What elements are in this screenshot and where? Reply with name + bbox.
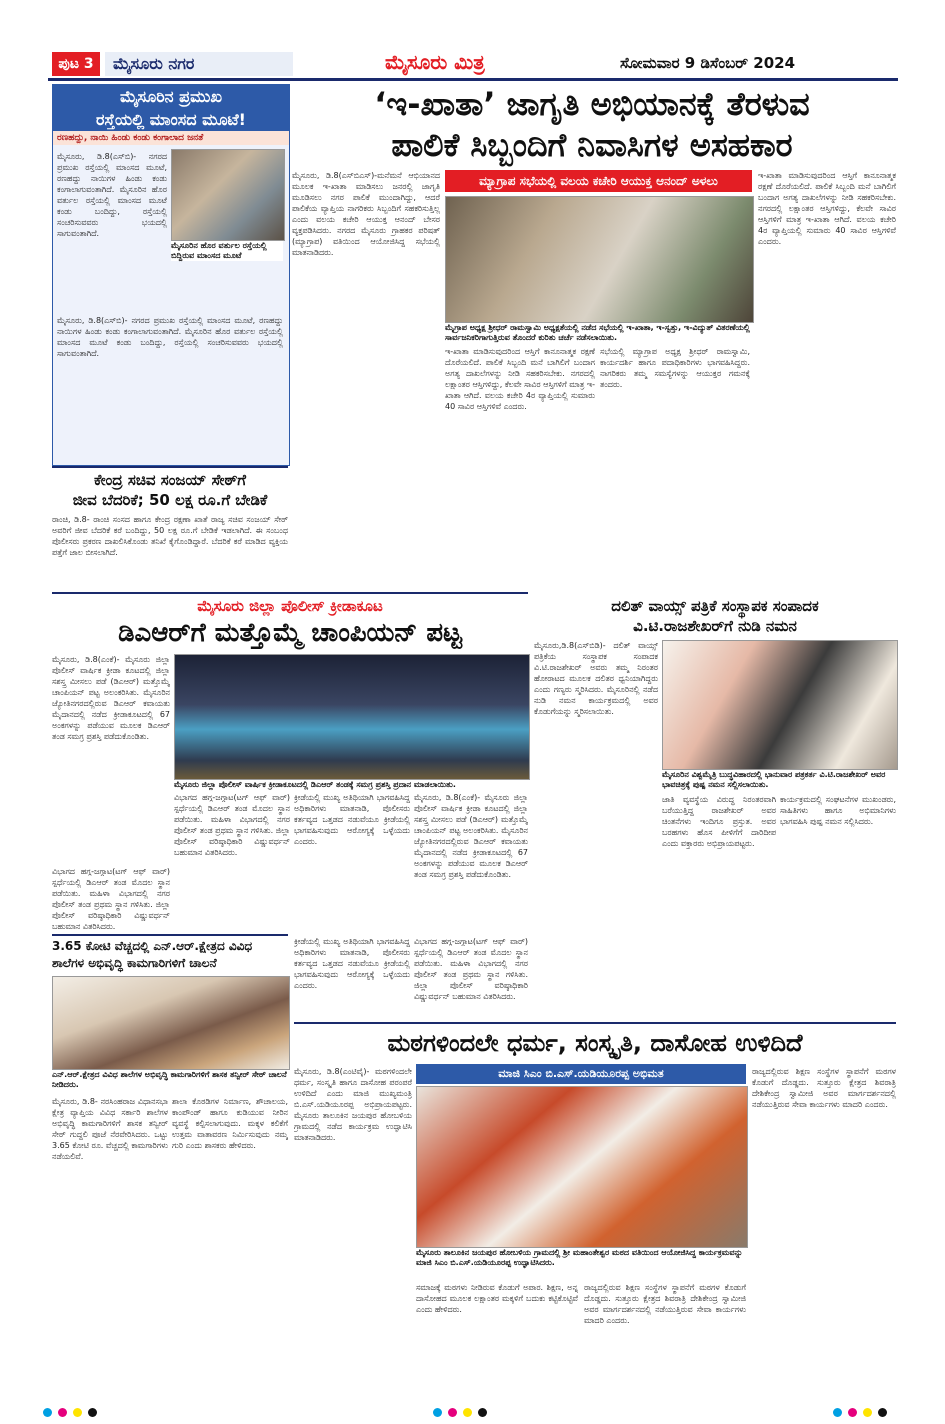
print-dot <box>863 1408 872 1417</box>
print-dot <box>58 1408 67 1417</box>
lead-col4: ಇ-ಖಾತಾ ಮಾಡಿಸುವುದರಿಂದ ಆಸ್ತಿಗೆ ಕಾನೂನಾತ್ಮಕ ರಕ್ಷಣೆ ದೊರೆಯಲಿದೆ. ಪಾಲಿಕೆ ಸಿಬ್ಬಂದಿ ಮನೆ ಬಾಗಿಲಿಗೆ ಬಂದಾಗ ಅಗತ್ಯ ದಾಖಲೆಗಳನ್ನು ನೀಡಿ ಸಹಕರಿಸಬೇಕು. ನಗರದಲ್ಲಿ ಲಕ್ಷಾಂತರ ಆಸ್ತಿಗಳಿದ್ದು, ಕೆಲವೇ ಸಾವಿರ ಆಸ್ತಿಗಳಿಗೆ ಮಾತ್ರ ಇ-ಖಾತಾ ಆಗಿದೆ. ವಲಯ ಕಚೇರಿ 4ರ ವ್ಯಾಪ್ತಿಯಲ್ಲಿ ಸುಮಾರು 40 ಸಾವಿರ ಆಸ್ತಿಗಳಿವೆ ಎಂದರು. <box>758 171 896 246</box>
print-dot <box>73 1408 82 1417</box>
section-name: ಮೈಸೂರು ನಗರ <box>105 52 293 76</box>
lead-subhead: ಮ್ಯಾಗ್ರಾಪ ಸಭೆಯಲ್ಲಿ ವಲಯ ಕಚೇರಿ ಆಯುಕ್ತ ಆನಂದ್ ಅಳಲು <box>445 170 752 192</box>
police-col5: ಕ್ರೀಡೆಯಲ್ಲಿ ಮುಖ್ಯ ಅತಿಥಿಯಾಗಿ ಭಾಗವಹಿಸಿದ್ದ ಅಧಿಕಾರಿಗಳು ಮಾತನಾಡಿ, ಪೊಲೀಸರು ಕರ್ತವ್ಯದ ಒತ್ತಡದ ನಡುವೆಯೂ ಕ್ರೀಡೆಯಲ್ಲಿ ಭಾಗವಹಿಸುವುದು ಆರೋಗ್ಯಕ್ಕೆ ಒಳ್ಳೆಯದು ಎಂದರು. <box>294 937 410 990</box>
matha-col2: ಸಮಾಜಕ್ಕೆ ಮಠಗಳು ನೀಡಿರುವ ಕೊಡುಗೆ ಅಪಾರ. ಶಿಕ್ಷಣ, ಅನ್ನ ದಾಸೋಹದ ಮೂಲಕ ಲಕ್ಷಾಂತರ ಮಕ್ಕಳಿಗೆ ಬದುಕು ಕಟ್ಟಿಕೊಟ್ಟಿವೆ ಎಂದು ಹೇಳಿದರು. <box>416 1283 578 1314</box>
print-dot <box>463 1408 472 1417</box>
dalit-title-line2: ವಿ.ಟಿ.ರಾಜಶೇಖರ್‌ಗೆ ನುಡಿ ನಮನ <box>633 617 797 635</box>
police-col4: ಮೈಸೂರು, ಡಿ.8(ಎಂಕೆ)- ಮೈಸೂರು ಜಿಲ್ಲಾ ಪೊಲೀಸ್ ವಾರ್ಷಿಕ ಕ್ರೀಡಾ ಕೂಟದಲ್ಲಿ ಜಿಲ್ಲಾ ಸಶಸ್ತ್ರ ಮೀಸಲು ಪಡೆ (ಡಿಎಆರ್) ಮತ್ತೊಮ್ಮೆ ಚಾಂಪಿಯನ್ ಪಟ್ಟ ಅಲಂಕರಿಸಿತು. ಮೈಸೂರಿನ ಜ್ಯೋತಿನಗರದಲ್ಲಿರುವ ಡಿಎಆರ್ ಕವಾಯತು ಮೈದಾನದಲ್ಲಿ ನಡೆದ ಕ್ರೀಡಾಕೂಟದಲ್ಲಿ 67 ಅಂಕಗಳನ್ನು ಪಡೆಯುವ ಮೂಲಕ ಡಿಎಆರ್ ತಂಡ ಸಮಗ್ರ ಪ್ರಶಸ್ತಿ ಪಡೆದುಕೊಂಡಿತು. <box>414 793 528 879</box>
print-dot <box>88 1408 97 1417</box>
dalit-col3: ಕಾರ್ಯಕ್ರಮದಲ್ಲಿ ಸಂಘಟನೆಗಳ ಮುಖಂಡರು, ಸಾಹಿತಿಗಳು ಹಾಗೂ ಅಭಿಮಾನಿಗಳು ಭಾಗವಹಿಸಿ ಪುಷ್ಪ ನಮನ ಸಲ್ಲಿಸಿದರು. <box>780 795 896 826</box>
print-dot <box>878 1408 887 1417</box>
dalit-col1: ಮೈಸೂರು,ಡಿ.8(ಎಸ್‌ಬಿಡಿ)- ದಲಿತ್ ವಾಯ್ಸ್ ಪತ್ರಿಕೆಯ ಸಂಸ್ಥಾಪಕ ಸಂಪಾದಕ ವಿ.ಟಿ.ರಾಜಶೇಖರ್ ಅವರು ತಮ್ಮ ನಿರಂತರ ಹೋರಾಟದ ಮೂಲಕ ದಲಿತರ ಧ್ವನಿಯಾಗಿದ್ದರು ಎಂದು ಗಣ್ಯರು ಸ್ಮರಿಸಿದರು. ಮೈಸೂರಿನಲ್ಲಿ ನಡೆದ ನುಡಿ ನಮನ ಕಾರ್ಯಕ್ರಮದಲ್ಲಿ ಅವರ ಕೊಡುಗೆಯನ್ನು ಸ್ಮರಿಸಲಾಯಿತು. <box>534 641 658 716</box>
police-col1: ಮೈಸೂರು, ಡಿ.8(ಎಂಕೆ)- ಮೈಸೂರು ಜಿಲ್ಲಾ ಪೊಲೀಸ್ ವಾರ್ಷಿಕ ಕ್ರೀಡಾ ಕೂಟದಲ್ಲಿ ಜಿಲ್ಲಾ ಸಶಸ್ತ್ರ ಮೀಸಲು ಪಡೆ (ಡಿಎಆರ್) ಮತ್ತೊಮ್ಮೆ ಚಾಂಪಿಯನ್ ಪಟ್ಟ ಅಲಂಕರಿಸಿತು. ಮೈಸೂರಿನ ಜ್ಯೋತಿನಗರದಲ್ಲಿರುವ ಡಿಎಆರ್ ಕವಾಯತು ಮೈದಾನದಲ್ಲಿ ನಡೆದ ಕ್ರೀಡಾಕೂಟದಲ್ಲಿ 67 ಅಂಕಗಳನ್ನು ಪಡೆಯುವ ಮೂಲಕ ಡಿಎಆರ್ ತಂಡ ಸಮಗ್ರ ಪ್ರಶಸ್ತಿ ಪಡೆದುಕೊಂಡಿತು. <box>52 655 170 741</box>
print-marks-center <box>430 1402 490 1421</box>
print-marks-right <box>830 1402 890 1421</box>
lead-title-line1: ‘ಇ-ಖಾತಾ’ ಜಾಗೃತಿ ಅಭಿಯಾನಕ್ಕೆ ತೆರಳುವ <box>374 85 810 123</box>
matha-title: ಮಠಗಳಿಂದಲೇ ಧರ್ಮ, ಸಂಸ್ಕೃತಿ, ದಾಸೋಹ ಉಳಿದಿದೆ <box>387 1029 803 1057</box>
matha-photo <box>416 1086 748 1248</box>
print-marks-left <box>40 1402 100 1421</box>
left-box-title-line1: ಮೈಸೂರಿನ ಪ್ರಮುಖ <box>119 87 223 106</box>
sethi-rule <box>52 466 288 468</box>
print-dot <box>478 1408 487 1417</box>
schools-title-line2: ಶಾಲೆಗಳ ಅಭಿವೃದ್ಧಿ ಕಾಮಗಾರಿಗಳಿಗೆ ಚಾಲನೆ <box>52 956 217 970</box>
left-box-body: ಮೈಸೂರು, ಡಿ.8(ಎಸ್‌ಬಿ)- ನಗರದ ಪ್ರಮುಖ ರಸ್ತೆಯಲ್ಲಿ ಮಾಂಸದ ಮೂಟೆ, ರಣಹದ್ದು ನಾಯಿಗಳ ಹಿಂಡು ಕಂಡು ಕಂಗಾಲಾಗುವಂತಾಗಿದೆ. ಮೈಸೂರಿನ ಹೊರ ವರ್ತುಲ ರಸ್ತೆಯಲ್ಲಿ ಮಾಂಸದ ಮೂಟೆ ಕಂಡು ಬಂದಿದ್ದು, ರಸ್ತೆಯಲ್ಲಿ ಸಂಚರಿಸುವವರು ಭಯದಲ್ಲಿ ಸಾಗುವಂತಾಗಿದೆ. <box>57 152 167 238</box>
police-col6: ವಿಭಾಗದ ಹಗ್ಗ-ಜಗ್ಗಾಟ(ಟಗ್ ಆಫ್ ವಾರ್) ಸ್ಪರ್ಧೆಯಲ್ಲಿ ಡಿಎಆರ್ ತಂಡ ಮೊದಲ ಸ್ಥಾನ ಪಡೆಯಿತು. ಮಹಿಳಾ ವಿಭಾಗದಲ್ಲಿ ನಗರ ಪೊಲೀಸ್ ತಂಡ ಪ್ರಥಮ ಸ್ಥಾನ ಗಳಿಸಿತು. ಜಿಲ್ಲಾ ಪೊಲೀಸ್ ವರಿಷ್ಠಾಧಿಕಾರಿ ವಿಷ್ಣುವರ್ಧನ್ ಬಹುಮಾನ ವಿತರಿಸಿದರು. <box>414 937 528 1001</box>
lead-col1: ಮೈಸೂರು, ಡಿ.8(ಎಸ್‌ಬಿಎಸ್)-ಮನೆಮನೆ ಆಭಿಯಾನದ ಮೂಲಕ ಇ-ಖಾತಾ ಮಾಡಿಸಲು ಜನರಲ್ಲಿ ಜಾಗೃತಿ ಮೂಡಿಸಲು ನಗರ ಪಾಲಿಕೆ ಮುಂದಾಗಿದ್ದು, ಆದರೆ ಪಾಲಿಕೆಯ ವ್ಯಾಪ್ತಿಯ ನಾಗರಿಕರು ಸಿಬ್ಬಂದಿಗೆ ಸಹಕರಿಸುತ್ತಿಲ್ಲ ಎಂದು ವಲಯ ಕಚೇರಿ ಆಯುಕ್ತ ಆನಂದ್ ಬೇಸರ ವ್ಯಕ್ತಪಡಿಸಿದರು. ನಗರದ ಮೈಸೂರು ಗ್ರಾಹಕರ ಪರಿಷತ್ (ಮ್ಯಾಗ್ರಾಪ) ವತಿಯಿಂದ ಆಯೋಜಿಸಿದ್ದ ಸಭೆಯಲ್ಲಿ ಮಾತನಾಡಿದರು. <box>292 171 440 257</box>
masthead: ಮೈಸೂರು ಮಿತ್ರ <box>385 50 485 74</box>
schools-rule <box>52 934 288 936</box>
matha-subhead: ಮಾಜಿ ಸಿಎಂ ಬಿ.ಎಸ್.ಯಡಿಯೂರಪ್ಪ ಅಭಿಮತ <box>416 1064 746 1084</box>
police-col1-cont: ವಿಭಾಗದ ಹಗ್ಗ-ಜಗ್ಗಾಟ(ಟಗ್ ಆಫ್ ವಾರ್) ಸ್ಪರ್ಧೆಯಲ್ಲಿ ಡಿಎಆರ್ ತಂಡ ಮೊದಲ ಸ್ಥಾನ ಪಡೆಯಿತು. ಮಹಿಳಾ ವಿಭಾಗದಲ್ಲಿ ನಗರ ಪೊಲೀಸ್ ತಂಡ ಪ್ರಥಮ ಸ್ಥಾನ ಗಳಿಸಿತು. ಜಿಲ್ಲಾ ಪೊಲೀಸ್ ವರಿಷ್ಠಾಧಿಕಾರಿ ವಿಷ್ಣುವರ್ಧನ್ ಬಹುಮಾನ ವಿತರಿಸಿದರು. <box>52 867 170 931</box>
print-dot <box>848 1408 857 1417</box>
police-kicker: ಮೈಸೂರು ಜಿಲ್ಲಾ ಪೊಲೀಸ್ ಕ್ರೀಡಾಕೂಟ <box>197 597 383 615</box>
matha-rule <box>294 1022 896 1024</box>
lead-col2: ಇ-ಖಾತಾ ಮಾಡಿಸುವುದರಿಂದ ಆಸ್ತಿಗೆ ಕಾನೂನಾತ್ಮಕ ರಕ್ಷಣೆ ದೊರೆಯಲಿದೆ. ಪಾಲಿಕೆ ಸಿಬ್ಬಂದಿ ಮನೆ ಬಾಗಿಲಿಗೆ ಬಂದಾಗ ಅಗತ್ಯ ದಾಖಲೆಗಳನ್ನು ನೀಡಿ ಸಹಕರಿಸಬೇಕು. ನಗರದಲ್ಲಿ ಲಕ್ಷಾಂತರ ಆಸ್ತಿಗಳಿದ್ದು, ಕೆಲವೇ ಸಾವಿರ ಆಸ್ತಿಗಳಿಗೆ ಮಾತ್ರ ಇ-ಖಾತಾ ಆಗಿದೆ. ವಲಯ ಕಚೇರಿ 4ರ ವ್ಯಾಪ್ತಿಯಲ್ಲಿ ಸುಮಾರು 40 ಸಾವಿರ ಆಸ್ತಿಗಳಿವೆ ಎಂದರು. <box>445 347 595 411</box>
left-box-strap: ರಣಹದ್ದು, ನಾಯಿ ಹಿಂಡು ಕಂಡು ಕಂಗಾಲಾದ ಜನತೆ <box>53 131 289 145</box>
lead-photo <box>445 196 754 323</box>
police-photo <box>174 654 530 780</box>
police-title: ಡಿಎಆರ್‌ಗೆ ಮತ್ತೊಮ್ಮೆ ಚಾಂಪಿಯನ್ ಪಟ್ಟ <box>118 618 462 648</box>
dalit-col2: ಜಾತಿ ವ್ಯವಸ್ಥೆಯ ವಿರುದ್ಧ ನಿರಂತರವಾಗಿ ಬರೆಯುತ್ತಿದ್ದ ರಾಜಶೇಖರ್ ಅವರ ಚಿಂತನೆಗಳು ಇಂದಿಗೂ ಪ್ರಸ್ತುತ. ಅವರ ಬರಹಗಳು ಹೊಸ ಪೀಳಿಗೆಗೆ ದಾರಿದೀಪ ಎಂದು ವಕ್ತಾರರು ಅಭಿಪ್ರಾಯಪಟ್ಟರು. <box>662 795 776 848</box>
sethi-title-line2: ಜೀವ ಬೆದರಿಕೆ; 50 ಲಕ್ಷ ರೂ.ಗೆ ಬೇಡಿಕೆ <box>72 491 268 509</box>
schools-col1: ಮೈಸೂರು, ಡಿ.8- ನರಸಿಂಹರಾಜ ವಿಧಾನಸಭಾ ಕ್ಷೇತ್ರ ವ್ಯಾಪ್ತಿಯ ವಿವಿಧ ಸರ್ಕಾರಿ ಶಾಲೆಗಳ ಅಭಿವೃದ್ಧಿ ಕಾಮಗಾರಿಗಳಿಗೆ ಶಾಸಕ ತನ್ವೀರ್ ಸೇಠ್ ಗುದ್ದಲಿ ಪೂಜೆ ನೆರವೇರಿಸಿದರು. ಒಟ್ಟು 3.65 ಕೋಟಿ ರೂ. ವೆಚ್ಚದಲ್ಲಿ ಕಾಮಗಾರಿಗಳು ನಡೆಯಲಿವೆ. <box>52 1097 168 1161</box>
left-box <box>52 84 290 466</box>
schools-col2: ಶಾಲಾ ಕೊಠಡಿಗಳ ನಿರ್ಮಾಣ, ಶೌಚಾಲಯ, ಕಾಂಪೌಂಡ್ ಹಾಗೂ ಕುಡಿಯುವ ನೀರಿನ ವ್ಯವಸ್ಥೆ ಕಲ್ಪಿಸಲಾಗುವುದು. ಮಕ್ಕಳ ಕಲಿಕೆಗೆ ಉತ್ತಮ ವಾತಾವರಣ ನಿರ್ಮಿಸುವುದು ನಮ್ಮ ಗುರಿ ಎಂದು ಶಾಸಕರು ಹೇಳಿದರು. <box>172 1097 288 1150</box>
print-dot <box>433 1408 442 1417</box>
print-dot <box>448 1408 457 1417</box>
matha-col4: ರಾಜ್ಯದಲ್ಲಿರುವ ಶಿಕ್ಷಣ ಸಂಸ್ಥೆಗಳ ಸ್ಥಾಪನೆಗೆ ಮಠಗಳ ಕೊಡುಗೆ ದೊಡ್ಡದು. ಸುತ್ತೂರು ಕ್ಷೇತ್ರದ ಶಿವರಾತ್ರಿ ದೇಶಿಕೇಂದ್ರ ಸ್ವಾಮೀಜಿ ಅವರ ಮಾರ್ಗದರ್ಶನದಲ್ಲಿ ನಡೆಯುತ್ತಿರುವ ಸೇವಾ ಕಾರ್ಯಗಳು ಮಾದರಿ ಎಂದರು. <box>752 1067 896 1109</box>
matha-col3: ರಾಜ್ಯದಲ್ಲಿರುವ ಶಿಕ್ಷಣ ಸಂಸ್ಥೆಗಳ ಸ್ಥಾಪನೆಗೆ ಮಠಗಳ ಕೊಡುಗೆ ದೊಡ್ಡದು. ಸುತ್ತೂರು ಕ್ಷೇತ್ರದ ಶಿವರಾತ್ರಿ ದೇಶಿಕೇಂದ್ರ ಸ್ವಾಮೀಜಿ ಅವರ ಮಾರ್ಗದರ್ಶನದಲ್ಲಿ ನಡೆಯುತ್ತಿರುವ ಸೇವಾ ಕಾರ್ಯಗಳು ಮಾದರಿ ಎಂದರು. <box>584 1283 746 1325</box>
left-box-body-cont: ಮೈಸೂರು, ಡಿ.8(ಎಸ್‌ಬಿ)- ನಗರದ ಪ್ರಮುಖ ರಸ್ತೆಯಲ್ಲಿ ಮಾಂಸದ ಮೂಟೆ, ರಣಹದ್ದು ನಾಯಿಗಳ ಹಿಂಡು ಕಂಡು ಕಂಗಾಲಾಗುವಂತಾಗಿದೆ. ಮೈಸೂರಿನ ಹೊರ ವರ್ತುಲ ರಸ್ತೆಯಲ್ಲಿ ಮಾಂಸದ ಮೂಟೆ ಕಂಡು ಬಂದಿದ್ದು, ರಸ್ತೆಯಲ್ಲಿ ಸಂಚರಿಸುವವರು ಭಯದಲ್ಲಿ ಸಾಗುವಂತಾಗಿದೆ. <box>57 316 283 358</box>
police-col2: ವಿಭಾಗದ ಹಗ್ಗ-ಜಗ್ಗಾಟ(ಟಗ್ ಆಫ್ ವಾರ್) ಸ್ಪರ್ಧೆಯಲ್ಲಿ ಡಿಎಆರ್ ತಂಡ ಮೊದಲ ಸ್ಥಾನ ಪಡೆಯಿತು. ಮಹಿಳಾ ವಿಭಾಗದಲ್ಲಿ ನಗರ ಪೊಲೀಸ್ ತಂಡ ಪ್ರಥಮ ಸ್ಥಾನ ಗಳಿಸಿತು. ಜಿಲ್ಲಾ ಪೊಲೀಸ್ ವರಿಷ್ಠಾಧಿಕಾರಿ ವಿಷ್ಣುವರ್ಧನ್ ಬಹುಮಾನ ವಿತರಿಸಿದರು. <box>174 793 290 857</box>
police-photo-caption: ಮೈಸೂರು ಜಿಲ್ಲಾ ಪೊಲೀಸ್ ವಾರ್ಷಿಕ ಕ್ರೀಡಾಕೂಟದಲ್ಲಿ ಡಿಎಆರ್ ತಂಡಕ್ಕೆ ಸಮಗ್ರ ಪ್ರಶಸ್ತಿ ಪ್ರದಾನ ಮಾಡಲಾಯಿತು. <box>174 780 528 790</box>
sethi-title-line1: ಕೇಂದ್ರ ಸಚಿವ ಸಂಜಯ್ ಸೇಠ್‌ಗೆ <box>93 471 247 489</box>
matha-photo-caption: ಮೈಸೂರು ತಾಲೂಕಿನ ಜಯಪುರ ಹೋಬಳಿಯ ಗ್ರಾಮದಲ್ಲಿ ಶ್ರೀ ಮಹಾಂತೇಶ್ವರ ಮಠದ ವತಿಯಿಂದ ಆಯೋಜಿಸಿದ್ದ ಕಾರ್ಯಕ್ರಮವನ್ನು ಮಾಜಿ ಸಿಎಂ ಬಿ.ಎಸ್.ಯಡಿಯೂರಪ್ಪ ಉದ್ಘಾಟಿಸಿದರು. <box>416 1248 746 1268</box>
lead-photo-caption: ಮೈಗ್ರಾಪ ಅಧ್ಯಕ್ಷ ಶ್ರೀಧರ್ ರಾಮಸ್ವಾಮಿ ಅಧ್ಯಕ್ಷತೆಯಲ್ಲಿ ನಡೆದ ಸಭೆಯಲ್ಲಿ ಇ-ಖಾತಾ, ಇ-ಸ್ವತ್ತು, ಇ-ವಿದ್ಯುತ್ ವಿತರಣೆಯಲ್ಲಿ ಸಾರ್ವಜನಿಕರಿಗಾಗುತ್ತಿರುವ ತೊಂದರೆ ಕುರಿತು ಚರ್ಚೆ ನಡೆಸಲಾಯಿತು. <box>445 323 752 343</box>
lead-col3: ಸಭೆಯಲ್ಲಿ ಮ್ಯಾಗ್ರಾಪ ಅಧ್ಯಕ್ಷ ಶ್ರೀಧರ್ ರಾಮಸ್ವಾಮಿ, ಕಾರ್ಯದರ್ಶಿ ಹಾಗೂ ಪದಾಧಿಕಾರಿಗಳು ಭಾಗವಹಿಸಿದ್ದರು. ನಾಗರಿಕರು ತಮ್ಮ ಸಮಸ್ಯೆಗಳನ್ನು ಆಯುಕ್ತರ ಗಮನಕ್ಕೆ ತಂದರು. <box>600 347 750 389</box>
sethi-body: ರಾಂಚಿ, ಡಿ.8- ರಾಂಚಿ ಸಂಸದ ಹಾಗೂ ಕೇಂದ್ರ ರಕ್ಷಣಾ ಖಾತೆ ರಾಜ್ಯ ಸಚಿವ ಸಂಜಯ್ ಸೇಠ್ ಅವರಿಗೆ ಜೀವ ಬೆದರಿಕೆ ಕರೆ ಬಂದಿದ್ದು, 50 ಲಕ್ಷ ರೂ.ಗೆ ಬೇಡಿಕೆ ಇಡಲಾಗಿದೆ. ಈ ಸಂಬಂಧ ಪೊಲೀಸರು ಪ್ರಕರಣ ದಾಖಲಿಸಿಕೊಂಡು ತನಿಖೆ ಕೈಗೊಂಡಿದ್ದಾರೆ. ಬೆದರಿಕೆ ಕರೆ ಮಾಡಿದ ವ್ಯಕ್ತಿಯ ಪತ್ತೆಗೆ ಜಾಲ ಬೀಸಲಾಗಿದೆ. <box>52 515 288 557</box>
left-box-photo <box>171 149 285 241</box>
dalit-photo-caption: ಮೈಸೂರಿನ ವಿಶ್ವಮೈತ್ರಿ ಬುದ್ಧವಿಹಾರದಲ್ಲಿ ಭಾನುವಾರ ಪತ್ರಕರ್ತ ವಿ.ಟಿ.ರಾಜಶೇಖರ್ ಅವರ ಭಾವಚಿತ್ರಕ್ಕೆ ಪುಷ್ಪ ನಮನ ಸಲ್ಲಿಸಲಾಯಿತು. <box>662 770 896 790</box>
left-box-photo-caption: ಮೈಸೂರಿನ ಹೊರ ವರ್ತುಲ ರಸ್ತೆಯಲ್ಲಿ ಬಿದ್ದಿರುವ ಮಾಂಸದ ಮೂಟೆ <box>171 241 283 261</box>
dalit-photo <box>662 640 898 770</box>
police-rule <box>52 592 528 594</box>
left-box-title-line2: ರಸ್ತೆಯಲ್ಲಿ ಮಾಂಸದ ಮೂಟೆ! <box>96 110 246 129</box>
lead-title-line2: ಪಾಲಿಕೆ ಸಿಬ್ಬಂದಿಗೆ ನಿವಾಸಿಗಳ ಅಸಹಕಾರ <box>391 126 793 164</box>
dateline: ಸೋಮವಾರ 9 ಡಿಸೆಂಬರ್ 2024 <box>620 54 796 72</box>
schools-photo-caption: ಎನ್.ಆರ್.ಕ್ಷೇತ್ರದ ವಿವಿಧ ಶಾಲೆಗಳ ಅಭಿವೃದ್ಧಿ ಕಾಮಗಾರಿಗಳಿಗೆ ಶಾಸಕ ತನ್ವೀರ್ ಸೇಠ್ ಚಾಲನೆ ನೀಡಿದರು. <box>52 1070 287 1089</box>
page-number: ಪುಟ 3 <box>52 52 100 76</box>
matha-col1: ಮೈಸೂರು, ಡಿ.8(ಎಂಟಿವೈ)- ಮಠಗಳಿಂದಲೇ ಧರ್ಮ, ಸಂಸ್ಕೃತಿ ಹಾಗೂ ದಾಸೋಹ ಪರಂಪರೆ ಉಳಿದಿದೆ ಎಂದು ಮಾಜಿ ಮುಖ್ಯಮಂತ್ರಿ ಬಿ.ಎಸ್.ಯಡಿಯೂರಪ್ಪ ಅಭಿಪ್ರಾಯಪಟ್ಟರು. ಮೈಸೂರು ತಾಲೂಕಿನ ಜಯಪುರ ಹೋಬಳಿಯ ಗ್ರಾಮದಲ್ಲಿ ನಡೆದ ಕಾರ್ಯಕ್ರಮ ಉದ್ಘಾಟಿಸಿ ಮಾತನಾಡಿದರು. <box>294 1067 412 1142</box>
left-box-title <box>53 85 289 131</box>
schools-title-line1: 3.65 ಕೋಟಿ ವೆಚ್ಚದಲ್ಲಿ ಎನ್.ಆರ್.ಕ್ಷೇತ್ರದ ವಿವಿಧ <box>52 939 253 953</box>
police-col3: ಕ್ರೀಡೆಯಲ್ಲಿ ಮುಖ್ಯ ಅತಿಥಿಯಾಗಿ ಭಾಗವಹಿಸಿದ್ದ ಅಧಿಕಾರಿಗಳು ಮಾತನಾಡಿ, ಪೊಲೀಸರು ಕರ್ತವ್ಯದ ಒತ್ತಡದ ನಡುವೆಯೂ ಕ್ರೀಡೆಯಲ್ಲಿ ಭಾಗವಹಿಸುವುದು ಆರೋಗ್ಯಕ್ಕೆ ಒಳ್ಳೆಯದು ಎಂದರು. <box>294 793 410 846</box>
print-dot <box>833 1408 842 1417</box>
header-rule <box>48 78 898 81</box>
dalit-title-line1: ದಲಿತ್ ವಾಯ್ಸ್ ಪತ್ರಿಕೆ ಸಂಸ್ಥಾಪಕ ಸಂಪಾದಕ <box>611 597 819 615</box>
schools-photo <box>52 976 290 1070</box>
print-dot <box>43 1408 52 1417</box>
